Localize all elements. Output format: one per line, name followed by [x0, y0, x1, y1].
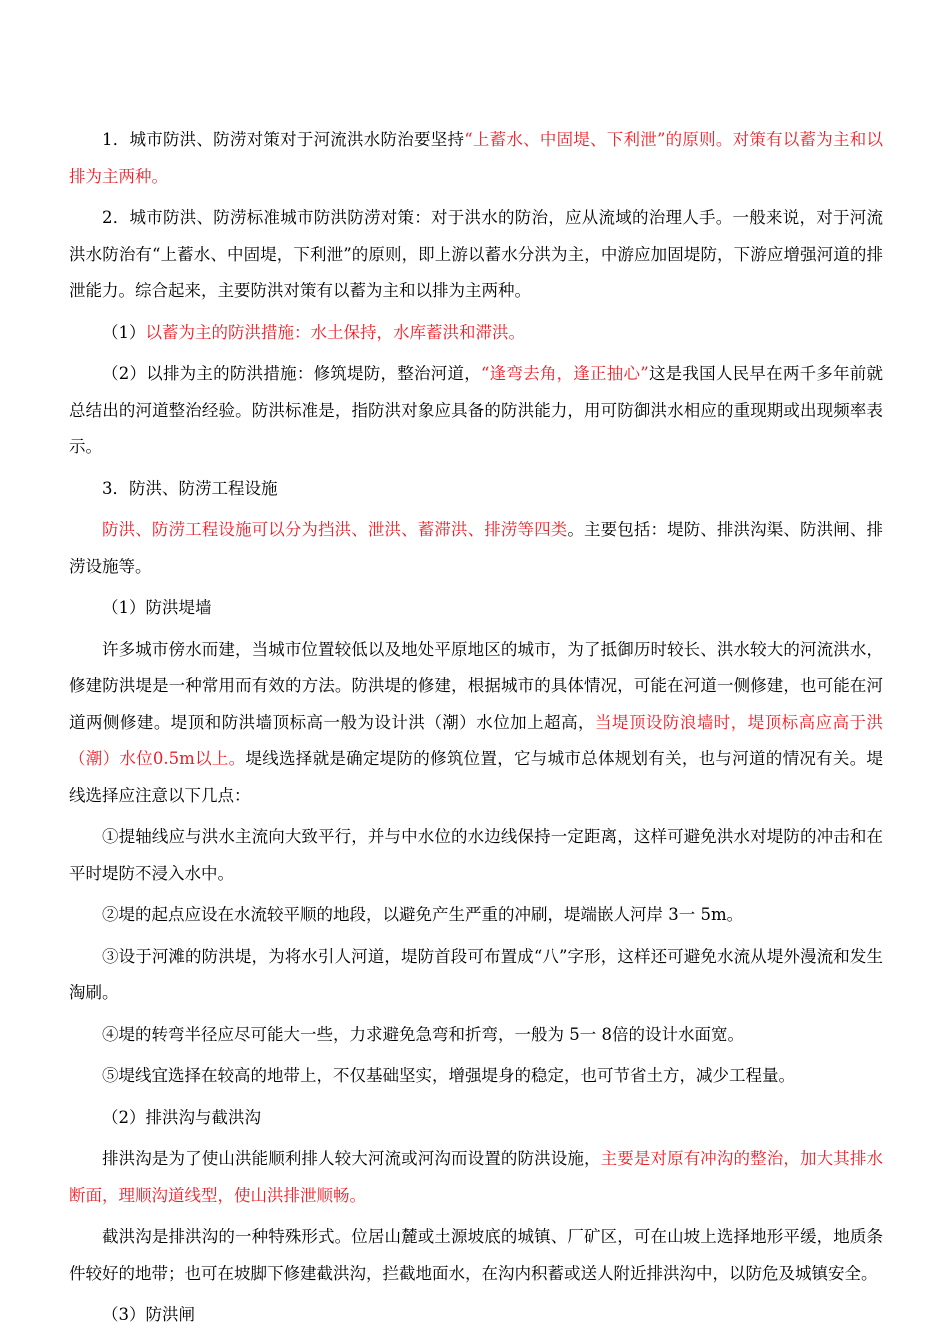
paragraph [69, 315, 883, 352]
text-run: （3）防洪闸 [102, 1305, 195, 1324]
list-item [69, 939, 883, 1012]
highlighted-text-run: 防洪、防涝工程设施可以分为挡洪、泄洪、蓄滞洪、排涝等四类 [102, 520, 568, 539]
text-run: ⑤堤线宜选择在较高的地带上，不仅基础坚实，增强堤身的稳定，也可节省土方，减少工程量。 [102, 1066, 795, 1085]
section-heading [69, 471, 883, 508]
text-run: （2）排洪沟与截洪沟 [102, 1107, 261, 1127]
text-run: （2）以排为主的防洪措施：修筑堤防，整治河道， [102, 364, 481, 383]
text-run: 截洪沟是排洪沟的一种特殊形式。位居山麓或土源坡底的城镇、厂矿区，可在山坡上选择地形平缓，地质条件较好的地带；也可在坡脚下修建截洪沟，拦截地面水，在沟内积蓄或送人附近排洪沟中，以防危及城镇安全。 [69, 1227, 883, 1283]
text-run: （1）防洪堤墙 [102, 598, 212, 617]
text-run: ③设于河滩的防洪堤，为将水引人河道，堤防首段可布置成“八”字形，这样还可避免水流从堤外漫流和发生淘刷。 [69, 946, 883, 1002]
paragraph [69, 632, 883, 815]
paragraph [69, 1141, 883, 1214]
highlighted-text-run: 当堤顶设防浪墙时，堤顶标高应高于洪（潮）水位0.5m以上。 [69, 712, 884, 768]
subsection-heading [69, 1297, 883, 1334]
paragraph [69, 512, 883, 585]
text-run: ②堤的起点应设在水流较平顺的地段，以避免产生严重的冲刷，堤端嵌人河岸 3一 5m。 [102, 905, 744, 924]
text-run: 这是我国人民早在两千多年前就总结出的河道整治经验。防洪标准是，指防洪对象应具备的防洪能力，用可防御洪水相应的重现期或出现频率表示。 [69, 364, 884, 456]
paragraph [69, 1219, 883, 1292]
text-run: 。主要包括：堤防、排洪沟渠、防洪闸、排涝设施等。 [69, 520, 884, 576]
text-run: 排洪沟是为了使山洪能顺利排人较大河流或河沟而设置的防洪设施， [102, 1149, 601, 1168]
highlighted-text-run: 以蓄为主的防洪措施：水土保持，水库蓄洪和滞洪。 [145, 322, 525, 342]
list-item [69, 1058, 883, 1095]
text-run: 3．防洪、防涝工程设施 [102, 478, 278, 498]
document-page [69, 122, 883, 1339]
paragraph [69, 200, 883, 310]
list-item [69, 1017, 883, 1054]
highlighted-text-run: “逢弯去角，逢正抽心” [480, 364, 649, 383]
text-run: 堤线选择就是确定堤防的修筑位置，它与城市总体规划有关，也与河道的情况有关。堤线选择应注意以下几点： [69, 749, 883, 805]
text-run: ①提轴线应与洪水主流向大致平行，并与中水位的水边线保持一定距离，这样可避免洪水对堤防的冲击和在平时堤防不浸入水中。 [69, 827, 883, 883]
paragraph [69, 356, 883, 466]
highlighted-text-run: 主要是对原有冲沟的整治，加大其排水断面，理顺沟道线型，使山洪排泄顺畅。 [69, 1149, 884, 1205]
highlighted-text-run: “上蓄水、中固堤、下利泄”的原则。对策有以蓄为主和以排为主两种。 [69, 130, 884, 186]
text-run: 许多城市傍水而建，当城市位置较低以及地处平原地区的城市，为了抵御历时较长、洪水较大的河流洪水，修建防洪堤是一种常用而有效的方法。防洪堤的修建，根据城市的具体情况，可能在河道一侧修建，也可能在河道两侧修建。堤顶和防洪墙顶标高一般为设计洪（潮）水位加上超高， [69, 639, 883, 732]
text-run: （1） [102, 322, 146, 342]
subsection-heading [69, 590, 883, 627]
text-run: ④堤的转弯半径应尽可能大一些，力求避免急弯和折弯，一般为 5一 8倍的设计水面宽。 [102, 1024, 744, 1044]
list-item [69, 819, 883, 892]
list-item [69, 897, 883, 934]
text-run: 1．城市防洪、防涝对策对于河流洪水防治要坚持 [102, 130, 465, 149]
text-run: 2．城市防洪、防涝标准城市防洪防涝对策：对于洪水的防治，应从流域的治理人手。一般来说，对于河流洪水防治有“上蓄水、中固堤，下利泄”的原则，即上游以蓄水分洪为主，中游应加固堤防，下游应增强河道的排泄能力。综合起来，主要防洪对策有以蓄为主和以排为主两种。 [69, 208, 883, 300]
subsection-heading [69, 1100, 883, 1137]
paragraph [69, 122, 883, 195]
